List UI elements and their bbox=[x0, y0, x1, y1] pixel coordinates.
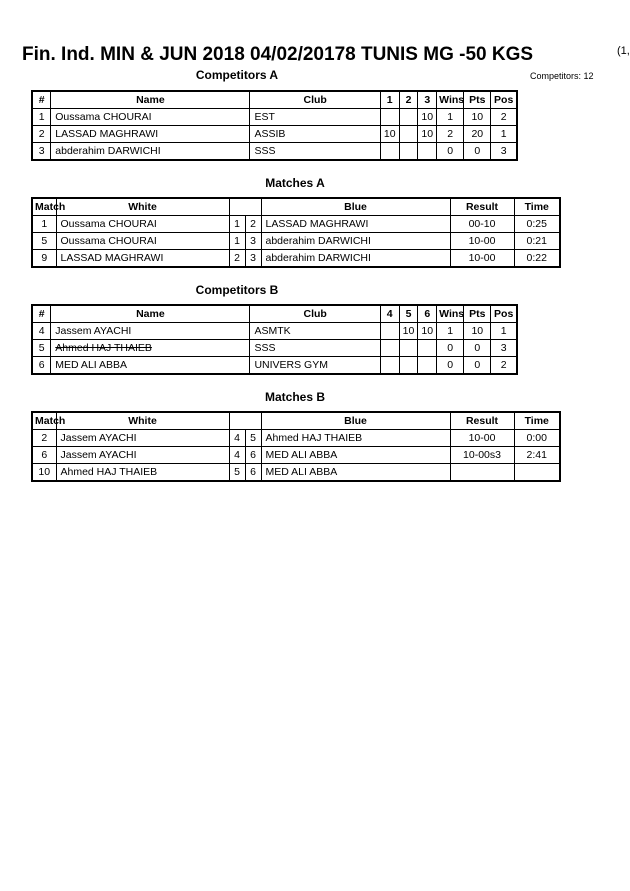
competitor-number: 1 bbox=[32, 109, 51, 126]
blue-number: 2 bbox=[245, 216, 261, 233]
table-row bbox=[32, 430, 560, 447]
position-value: 3 bbox=[491, 143, 517, 161]
blue-number: 6 bbox=[245, 447, 261, 464]
match-number: 5 bbox=[32, 233, 56, 250]
white-number: 2 bbox=[229, 250, 245, 268]
match-number: 10 bbox=[32, 464, 56, 482]
round-score: 10 bbox=[380, 126, 399, 143]
match-time bbox=[514, 464, 560, 482]
col-result: Result bbox=[450, 412, 514, 430]
wins-value: 1 bbox=[437, 323, 464, 340]
col-num: # bbox=[32, 91, 51, 109]
match-number: 6 bbox=[32, 447, 56, 464]
matches-a-header-row bbox=[32, 198, 560, 216]
position-value: 2 bbox=[491, 109, 517, 126]
table-row bbox=[32, 357, 517, 375]
col-name: Name bbox=[51, 91, 250, 109]
white-number: 1 bbox=[229, 216, 245, 233]
competitor-number: 4 bbox=[32, 323, 51, 340]
col-pos: Pos bbox=[491, 305, 517, 323]
white-number: 5 bbox=[229, 464, 245, 482]
white-number: 4 bbox=[229, 430, 245, 447]
round-score bbox=[380, 323, 399, 340]
competitor-club: UNIVERS GYM bbox=[250, 357, 380, 375]
white-competitor: Oussama CHOURAI bbox=[56, 233, 229, 250]
round-score: 10 bbox=[399, 323, 418, 340]
competitor-name: MED ALI ABBA bbox=[51, 357, 250, 375]
round-score bbox=[380, 357, 399, 375]
match-time: 0:25 bbox=[514, 216, 560, 233]
col-time: Time bbox=[514, 198, 560, 216]
col-blue: Blue bbox=[261, 198, 450, 216]
col-club: Club bbox=[250, 91, 380, 109]
white-number: 1 bbox=[229, 233, 245, 250]
table-row bbox=[32, 250, 560, 268]
col-pts: Pts bbox=[464, 305, 491, 323]
col-r1: 1 bbox=[380, 91, 399, 109]
wins-value: 0 bbox=[437, 143, 464, 161]
position-value: 3 bbox=[491, 340, 517, 357]
round-score bbox=[418, 340, 437, 357]
round-score bbox=[380, 143, 399, 161]
matches-b-header-row bbox=[32, 412, 560, 430]
blue-competitor: abderahim DARWICHI bbox=[261, 233, 450, 250]
competitor-name: LASSAD MAGHRAWI bbox=[51, 126, 250, 143]
wins-value: 0 bbox=[437, 340, 464, 357]
blue-number: 5 bbox=[245, 430, 261, 447]
table-row bbox=[32, 233, 560, 250]
blue-number: 3 bbox=[245, 250, 261, 268]
col-num: # bbox=[32, 305, 51, 323]
competitors-b-table bbox=[31, 304, 518, 375]
position-value: 1 bbox=[491, 323, 517, 340]
match-time: 0:21 bbox=[514, 233, 560, 250]
round-score bbox=[399, 340, 418, 357]
match-number: 1 bbox=[32, 216, 56, 233]
competitor-number: 6 bbox=[32, 357, 51, 375]
competitor-club: ASSIB bbox=[250, 126, 380, 143]
competitors-b-header-row bbox=[32, 305, 517, 323]
col-match: Match bbox=[32, 412, 56, 430]
blue-competitor: MED ALI ABBA bbox=[261, 464, 450, 482]
round-score: 10 bbox=[418, 323, 437, 340]
white-competitor: LASSAD MAGHRAWI bbox=[56, 250, 229, 268]
round-score bbox=[418, 143, 437, 161]
position-value: 2 bbox=[491, 357, 517, 375]
match-result: 10-00 bbox=[450, 430, 514, 447]
col-club: Club bbox=[250, 305, 380, 323]
position-value: 1 bbox=[491, 126, 517, 143]
competitor-club: EST bbox=[250, 109, 380, 126]
competitor-club: ASMTK bbox=[250, 323, 380, 340]
round-score bbox=[380, 109, 399, 126]
blue-number: 6 bbox=[245, 464, 261, 482]
white-competitor: Jassem AYACHI bbox=[56, 430, 229, 447]
points-value: 10 bbox=[464, 109, 491, 126]
white-number: 4 bbox=[229, 447, 245, 464]
points-value: 20 bbox=[464, 126, 491, 143]
blue-number: 3 bbox=[245, 233, 261, 250]
white-competitor: Ahmed HAJ THAIEB bbox=[56, 464, 229, 482]
competitor-name: abderahim DARWICHI bbox=[51, 143, 250, 161]
matches-b-heading: Matches B bbox=[264, 390, 326, 404]
match-result: 10-00 bbox=[450, 250, 514, 268]
competitor-club: SSS bbox=[250, 143, 380, 161]
col-white: White bbox=[56, 198, 229, 216]
round-score bbox=[399, 126, 418, 143]
col-r3: 6 bbox=[418, 305, 437, 323]
competitors-a-table bbox=[31, 90, 518, 161]
round-score: 10 bbox=[418, 126, 437, 143]
table-row bbox=[32, 323, 517, 340]
wins-value: 2 bbox=[437, 126, 464, 143]
match-result: 00-10 bbox=[450, 216, 514, 233]
points-value: 0 bbox=[464, 357, 491, 375]
table-row bbox=[32, 109, 517, 126]
round-score bbox=[380, 340, 399, 357]
competitors-a-heading: Competitors A bbox=[195, 68, 279, 82]
col-match: Match bbox=[32, 198, 56, 216]
col-name: Name bbox=[51, 305, 250, 323]
col-pos: Pos bbox=[491, 91, 517, 109]
table-row bbox=[32, 216, 560, 233]
points-value: 0 bbox=[464, 340, 491, 357]
match-number: 2 bbox=[32, 430, 56, 447]
matches-b-table bbox=[31, 411, 561, 482]
blue-competitor: LASSAD MAGHRAWI bbox=[261, 216, 450, 233]
col-r2: 2 bbox=[399, 91, 418, 109]
col-time: Time bbox=[514, 412, 560, 430]
white-competitor: Jassem AYACHI bbox=[56, 447, 229, 464]
col-pts: Pts bbox=[464, 91, 491, 109]
matches-a-heading: Matches A bbox=[265, 176, 325, 190]
match-time: 0:22 bbox=[514, 250, 560, 268]
matches-a-table bbox=[31, 197, 561, 268]
round-score bbox=[399, 357, 418, 375]
col-result: Result bbox=[450, 198, 514, 216]
match-result: 10-00s3 bbox=[450, 447, 514, 464]
white-competitor: Oussama CHOURAI bbox=[56, 216, 229, 233]
wins-value: 1 bbox=[437, 109, 464, 126]
col-wins: Wins bbox=[437, 91, 464, 109]
competitor-name: Jassem AYACHI bbox=[51, 323, 250, 340]
round-score bbox=[418, 357, 437, 375]
match-number: 9 bbox=[32, 250, 56, 268]
competitor-number: 2 bbox=[32, 126, 51, 143]
table-row bbox=[32, 126, 517, 143]
table-row bbox=[32, 464, 560, 482]
col-blue: Blue bbox=[261, 412, 450, 430]
blue-competitor: abderahim DARWICHI bbox=[261, 250, 450, 268]
match-result bbox=[450, 464, 514, 482]
competitor-name: Ahmed HAJ THAIEB bbox=[51, 340, 250, 357]
blue-competitor: Ahmed HAJ THAIEB bbox=[261, 430, 450, 447]
match-time: 2:41 bbox=[514, 447, 560, 464]
col-wins: Wins bbox=[437, 305, 464, 323]
competitors-b-heading: Competitors B bbox=[195, 283, 279, 297]
points-value: 0 bbox=[464, 143, 491, 161]
competitor-number: 3 bbox=[32, 143, 51, 161]
col-r2: 5 bbox=[399, 305, 418, 323]
page-title: Fin. Ind. MIN & JUN 2018 04/02/20178 TUNIS MG -50 KGS bbox=[22, 44, 534, 65]
match-time: 0:00 bbox=[514, 430, 560, 447]
table-row bbox=[32, 447, 560, 464]
blue-competitor: MED ALI ABBA bbox=[261, 447, 450, 464]
round-score bbox=[399, 143, 418, 161]
match-result: 10-00 bbox=[450, 233, 514, 250]
col-r3: 3 bbox=[418, 91, 437, 109]
table-row bbox=[32, 340, 517, 357]
competitors-a-header-row bbox=[32, 91, 517, 109]
competitor-name: Oussama CHOURAI bbox=[51, 109, 250, 126]
col-numbers bbox=[229, 412, 261, 430]
title-note: (1, bbox=[617, 45, 630, 57]
col-white: White bbox=[56, 412, 229, 430]
competitors-count: Competitors: 12 bbox=[530, 71, 594, 81]
wins-value: 0 bbox=[437, 357, 464, 375]
round-score: 10 bbox=[418, 109, 437, 126]
table-row bbox=[32, 143, 517, 161]
competitor-number: 5 bbox=[32, 340, 51, 357]
col-r1: 4 bbox=[380, 305, 399, 323]
competitor-club: SSS bbox=[250, 340, 380, 357]
round-score bbox=[399, 109, 418, 126]
points-value: 10 bbox=[464, 323, 491, 340]
col-numbers bbox=[229, 198, 261, 216]
